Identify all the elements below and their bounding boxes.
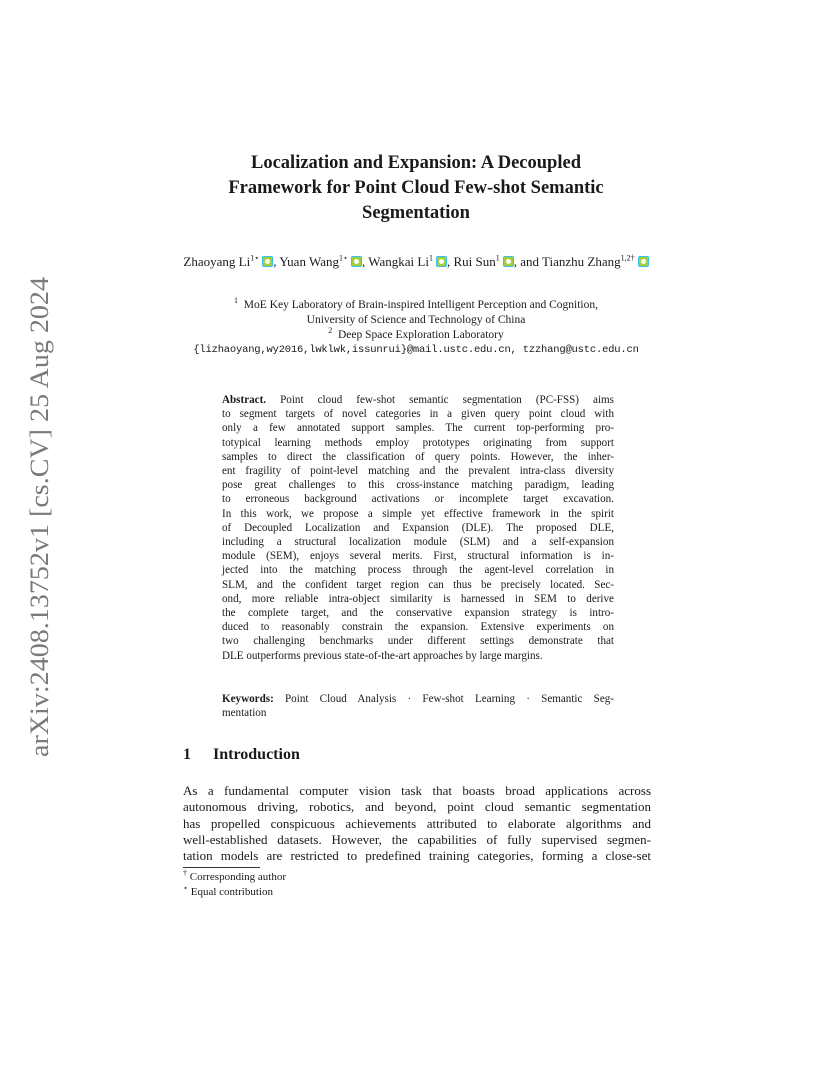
author-name: Wangkai Li [368, 254, 429, 269]
abstract-line: DLE outperforms previous state-of-the-art approaches by large margins. [222, 649, 543, 662]
footnote-mark: † [183, 868, 187, 878]
arxiv-stamp-text: arXiv:2408.13752v1 [cs.CV] 25 Aug 2024 [24, 303, 54, 757]
footnote-text: Corresponding author [189, 871, 286, 883]
affiliations [176, 298, 656, 358]
body-line: well-established datasets. However, the capabilities of fully supervised segmen- [183, 831, 651, 847]
abstract-line: ond, more reliable intra-object similarity is harnessed in SEM to derive [222, 592, 614, 605]
abstract-line: totypical learning methods employ prototypes originating from support [222, 436, 614, 449]
body-line: tation models are restricted to predefined training categories, forming a close-set [183, 848, 651, 864]
introduction-paragraph [183, 783, 651, 864]
affiliation-text: Deep Space Exploration Laboratory [338, 329, 504, 341]
section-number: 1 [183, 746, 191, 763]
author-affil-mark: 1,2† [620, 253, 635, 263]
abstract-line: jected into the matching process through the agent-level correlation in [222, 564, 614, 577]
keywords-line: mentation [222, 707, 267, 720]
abstract-text: Point cloud few-shot semantic segmentation (PC-FSS) aims [280, 394, 615, 406]
affiliation-number: 2 [328, 326, 333, 336]
abstract-line: pose great challenges to this cross-instance matching paradigm, leading [222, 479, 614, 492]
body-line: has propelled conspicuous achievements attributed to elaborate algorithms and [183, 815, 651, 831]
author-name: Yuan Wang [279, 254, 339, 269]
footnote-corresponding [183, 868, 483, 884]
paper-title [160, 151, 672, 226]
abstract [222, 393, 614, 663]
abstract-line: two challenging benchmarks under different settings demonstrate that [222, 635, 614, 648]
footnote-divider [183, 867, 260, 868]
title-line: Localization and Expansion: A Decoupled [251, 153, 581, 173]
abstract-line: including a structural localization module (SLM) and a self-expansion [222, 536, 614, 549]
abstract-line: ent fragility of point-level matching and the prevalent intra-class diversity [222, 465, 614, 478]
abstract-line: only a few annotated support samples. The current top-performing pro- [222, 422, 614, 435]
keywords-label: Keywords: [222, 693, 274, 705]
section-title: Introduction [213, 746, 300, 763]
affiliation-2 [176, 328, 656, 343]
body-line: autonomous driving, robotics, and beyond, point cloud semantic segmentation [183, 799, 651, 815]
author-name: Zhaoyang Li [183, 254, 251, 269]
footnote-text: Equal contribution [190, 886, 273, 898]
abstract-line: duced to reasonably constrain the expansion. Extensive experiments on [222, 621, 614, 634]
title-line: Framework for Point Cloud Few-shot Semantic [228, 178, 604, 198]
section-heading [183, 746, 300, 764]
affiliation-1-line-1 [176, 298, 656, 313]
abstract-line: SLM, and the confident target region can thus be precisely located. Sec- [222, 578, 614, 591]
author-name: Rui Sun [453, 254, 496, 269]
affiliation-number: 1 [234, 296, 239, 306]
footnote-equal-contribution [183, 883, 483, 899]
affiliation-text: MoE Key Laboratory of Brain-inspired Intelligent Perception and Cognition, [243, 299, 598, 311]
abstract-line: samples to direct the classification of query points. However, the inher- [222, 450, 614, 463]
abstract-line: module (SEM), enjoys several merits. First, structural information is in- [222, 550, 614, 563]
author-affil-mark: 1 [428, 253, 433, 263]
abstract-line: to erroneous background activations or incomplete target excavation. [222, 493, 614, 506]
abstract-label: Abstract. [222, 394, 267, 406]
author-affil-mark: 1 [495, 253, 500, 263]
affiliation-1-line-2: University of Science and Technology of China [306, 314, 526, 326]
abstract-line: of Decoupled Localization and Expansion (DLE). The proposed DLE, [222, 521, 614, 534]
orcid-icon[interactable] [436, 256, 447, 267]
orcid-icon[interactable] [638, 256, 649, 267]
author-emails: {lizhaoyang,wy2016,lwklwk,issunrui}@mail.ustc.edu.cn, tzzhang@ustc.edu.cn [193, 344, 639, 356]
author-name: Zhang [587, 254, 621, 269]
orcid-icon[interactable] [351, 256, 362, 267]
abstract-line [222, 393, 614, 407]
arxiv-identifier-stamp [18, 277, 58, 757]
keywords [222, 692, 614, 720]
author-affil-mark: 1⋆ [338, 253, 348, 263]
body-line: As a fundamental computer vision task that boasts broad applications across [183, 783, 651, 798]
keywords-line [222, 692, 614, 706]
abstract-line: to segment targets of novel categories in a given query point cloud with [222, 408, 614, 421]
keywords-text: Point Cloud Analysis · Few-shot Learning · Semantic Seg- [285, 693, 615, 705]
abstract-line: the complete target, and the conservative expansion strategy is intro- [222, 607, 614, 620]
title-line: Segmentation [362, 203, 470, 223]
footnote-mark: ⋆ [183, 883, 189, 893]
author-affil-mark: 1⋆ [250, 253, 260, 263]
orcid-icon[interactable] [503, 256, 514, 267]
abstract-line: In this work, we propose a simple yet effective framework in the spirit [222, 507, 614, 520]
orcid-icon[interactable] [262, 256, 273, 267]
author-name: and Tianzhu [520, 254, 585, 269]
author-list: Zhaoyang $Li^{1⋆}$ , Yuan Wang$^{1⋆}$ , Wangkai Li$^1$ , Rui Sun$^1$ , and Tianzhu Zhang$^{1,2\dagger}$ [176, 254, 656, 270]
